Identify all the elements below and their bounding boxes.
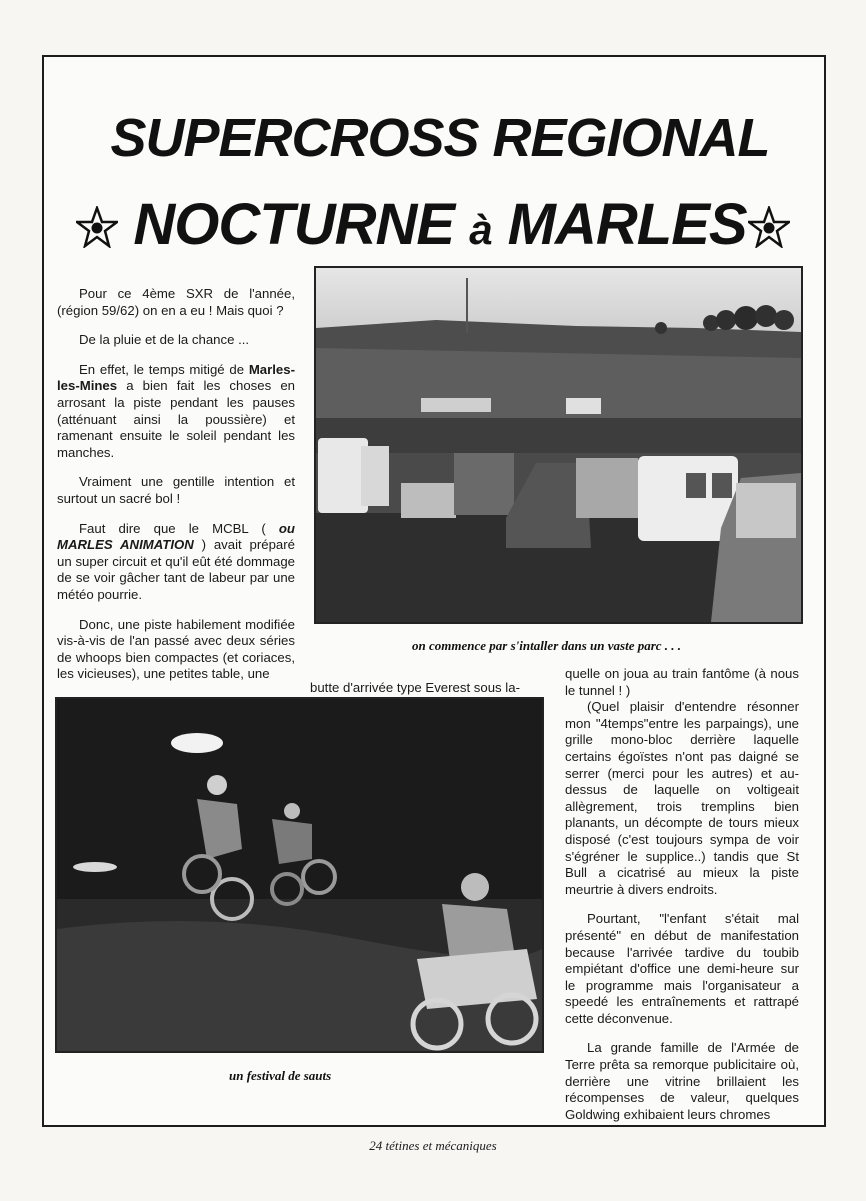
bold-club-name: ou MARLES ANIMATION	[57, 520, 295, 553]
star-icon	[76, 206, 118, 248]
article-column-left	[57, 286, 295, 683]
caption-paddock: on commence par s'intaller dans un vaste parc . . .	[412, 638, 682, 653]
paragraph: Vraiment une gentille intention et surtout un sacré bol !	[57, 474, 295, 506]
text-span: Faut dire que le MCBL (	[79, 520, 279, 536]
headline-line1: SUPERCROSS REGIONAL	[110, 108, 770, 168]
text-span: a bien fait les choses en arrosant la piste pendant les pauses (atténuant ainsi la poussière) et ramenant ensuite le soleil pendant les manches.	[57, 378, 295, 460]
headline-a: à	[469, 206, 493, 253]
headline-nocturne: NOCTURNE	[133, 192, 470, 257]
paragraph	[57, 521, 295, 604]
paragraph: quelle on joua au train fantôme (à nous le tunnel ! )	[565, 666, 799, 698]
paragraph: (Quel plaisir d'entendre résonner mon "4temps"entre les parpaings), une grille mono-bloc derrière laquelle certains égoïstes n'ont pas daigné se serrer (merci pour les autres) et au-dessus de laquelle on voltigeait allègrement, trois tremplins bien planants, un décompte de tours mieux disposé (c'est toujours sympa de voir s'égréner le supplice..) tandis que St Bull a cicatrisé au mieux la piste meurtrie à divers endroits.	[565, 699, 799, 897]
star-icon	[748, 206, 790, 248]
headline-line2	[60, 190, 820, 275]
photo-jumps	[55, 697, 544, 1053]
paddock-photo-image	[316, 268, 801, 622]
text-span: ) avait préparé un super circuit et qu'il eût été dommage de se voir gâcher tant de labeur par une météo pourrie.	[57, 537, 295, 602]
caption-jumps: un festival de sauts	[229, 1068, 332, 1083]
text-span: En effet, le temps mitigé de	[79, 361, 249, 377]
paragraph: De la pluie et de la chance ...	[79, 332, 250, 348]
article-column-right	[565, 666, 799, 1123]
paragraph: Pourtant, "l'enfant s'était mal présenté" en début de manifestation because l'arrivée tardive du toubib empiétant d'office une demi-heure sur le programme mais l'organisateur a speedé les entraînements et rattrapé cette déconvenue.	[565, 911, 799, 1026]
photo-paddock	[314, 266, 803, 624]
paragraph: Donc, une piste habilement modifiée vis-à-vis de l'an passé avec deux séries de whoops bien compactes (et coriaces, les vicieuses), une petites table, une	[57, 616, 295, 682]
paragraph: La grande famille de l'Armée de Terre prêta sa remorque publicitaire où, derrière une vitrine brillaient les récompenses de valeur, quelques Goldwing exhibaient leurs chromes	[565, 1040, 799, 1122]
paragraph	[57, 362, 295, 462]
headline-marles: MARLES	[492, 192, 747, 257]
paragraph: butte d'arrivée type Everest sous la-	[310, 680, 520, 695]
bold-place-name: Marles-les-Mines	[57, 361, 295, 394]
page-footer: 24 tétines et mécaniques	[369, 1138, 497, 1153]
jumps-photo-image	[57, 699, 542, 1051]
paragraph: Pour ce 4ème SXR de l'année, (région 59/62) on en a eu ! Mais quoi ?	[57, 286, 295, 318]
